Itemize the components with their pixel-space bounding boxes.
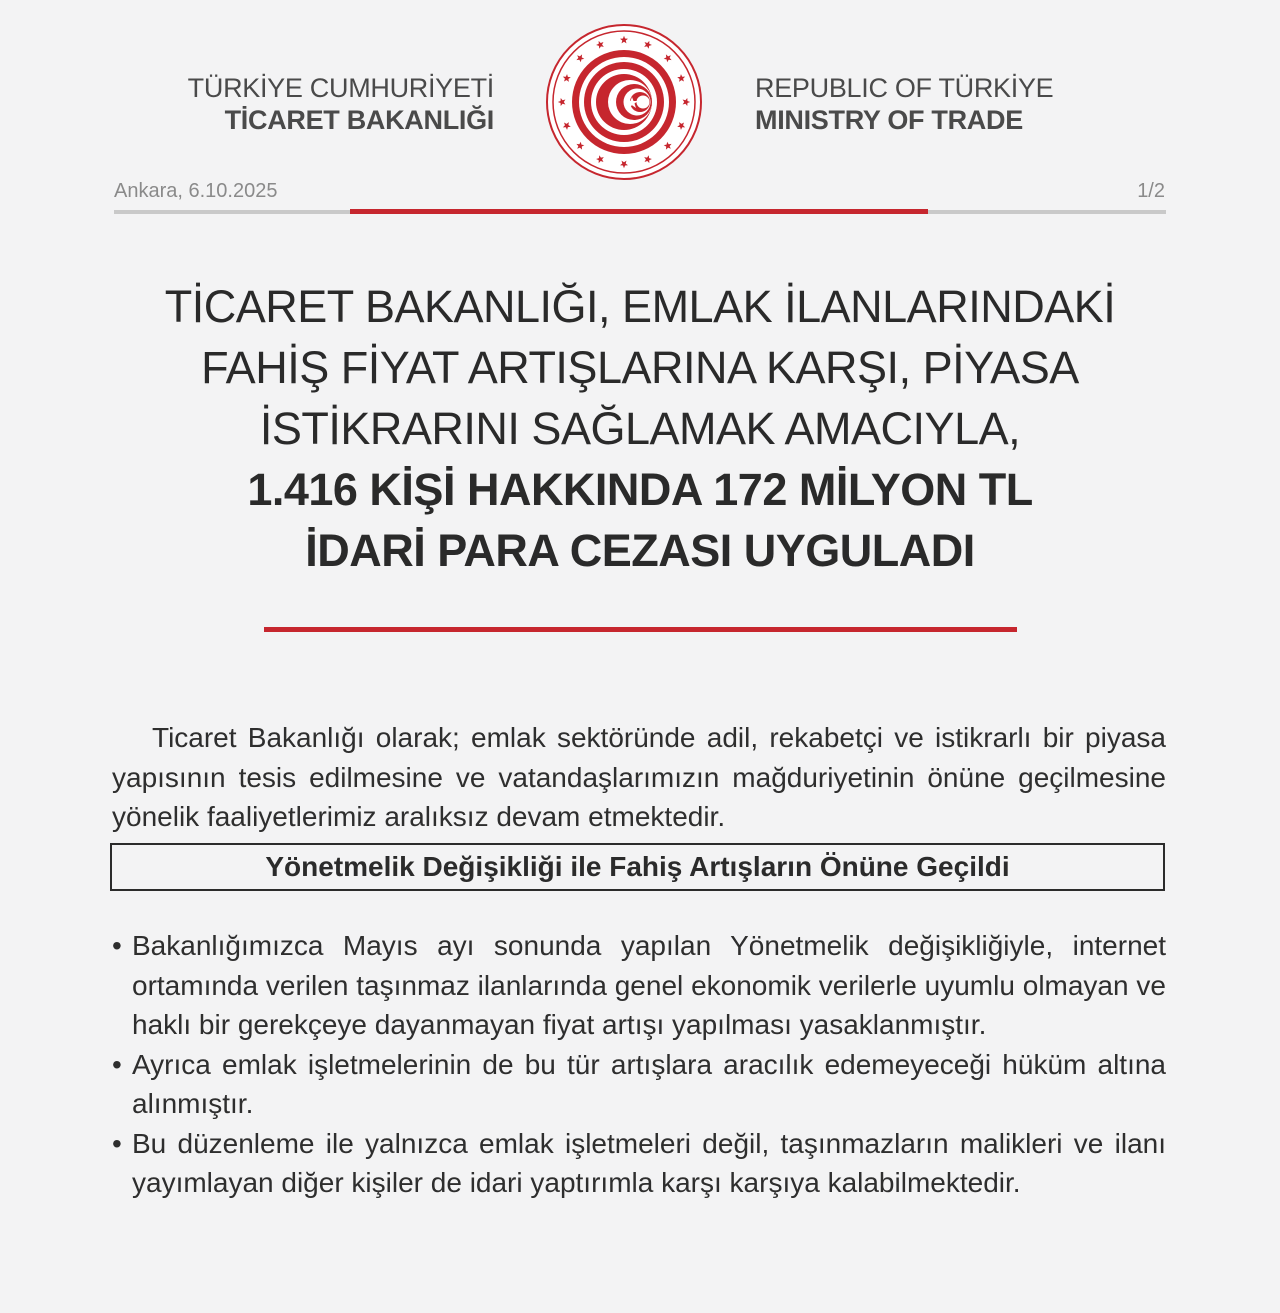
title-line-1: TİCARET BAKANLIĞI, EMLAK İLANLARINDAKİ: [164, 281, 1116, 332]
org-country-en: REPUBLIC OF TÜRKİYE: [755, 73, 1054, 103]
org-name-english: [755, 72, 1053, 136]
org-ministry-tr: TİCARET BAKANLIĞI: [224, 105, 494, 135]
bullet-icon: •: [112, 1048, 122, 1080]
title-line-3: İSTİKRARINI SAĞLAMAK AMACIYLA,: [259, 403, 1021, 454]
header-accent-rule: [350, 209, 928, 214]
page-number: 1/2: [1137, 180, 1165, 202]
title-line-5: İDARİ PARA CEZASI UYGULADI: [305, 525, 975, 576]
title-line-2: FAHİŞ FİYAT ARTIŞLARINA KARŞI, PİYASA: [201, 342, 1079, 393]
page-title: [60, 276, 1220, 581]
title-divider: [264, 627, 1017, 632]
dateline: Ankara, 6.10.2025: [114, 180, 278, 202]
ministry-emblem-icon: [546, 24, 702, 180]
org-name-turkish: [188, 72, 494, 136]
list-item: [112, 926, 1166, 1045]
list-item-text: Bu düzenleme ile yalnızca emlak işletmeleri değil, taşınmazların malikleri ve ilanı yayımlayan diğer kişiler de idari yaptırımla karşı karşıya kalabilmektedir.: [132, 1127, 1166, 1198]
bullet-icon: •: [112, 930, 122, 961]
title-line-4: 1.416 KİŞİ HAKKINDA 172 MİLYON TL: [247, 464, 1033, 515]
list-item: [112, 1124, 1166, 1203]
bullet-icon: •: [112, 1127, 122, 1159]
intro-paragraph: Ticaret Bakanlığı olarak; emlak sektöründe adil, rekabetçi ve istikrarlı bir piyasa yapısının tesis edilmesine ve vatandaşlarımızın mağduriyetinin önüne geçilmesine yönelik faaliyetlerimiz aralıksız devam etmektedir.: [112, 722, 1166, 832]
list-item-text: Ayrıca emlak işletmelerinin de bu tür artışlara aracılık edemeyeceği hüküm altına alınmıştır.: [132, 1048, 1166, 1119]
org-country-tr: TÜRKİYE CUMHURİYETİ: [187, 73, 494, 103]
bullet-list: [112, 926, 1166, 1203]
list-item: [112, 1045, 1166, 1124]
section-heading: Yönetmelik Değişikliği ile Fahiş Artışların Önüne Geçildi: [110, 843, 1165, 891]
org-ministry-en: MINISTRY OF TRADE: [755, 105, 1023, 135]
list-item-text: Bakanlığımızca Mayıs ayı sonunda yapılan Yönetmelik değişikliğiyle, internet ortamında verilen taşınmaz ilanlarında genel ekonomik verilerle uyumlu olmayan ve haklı bir gerekçeye dayanmayan fiyat artışı yapılması yasaklanmıştır.: [132, 930, 1166, 1040]
